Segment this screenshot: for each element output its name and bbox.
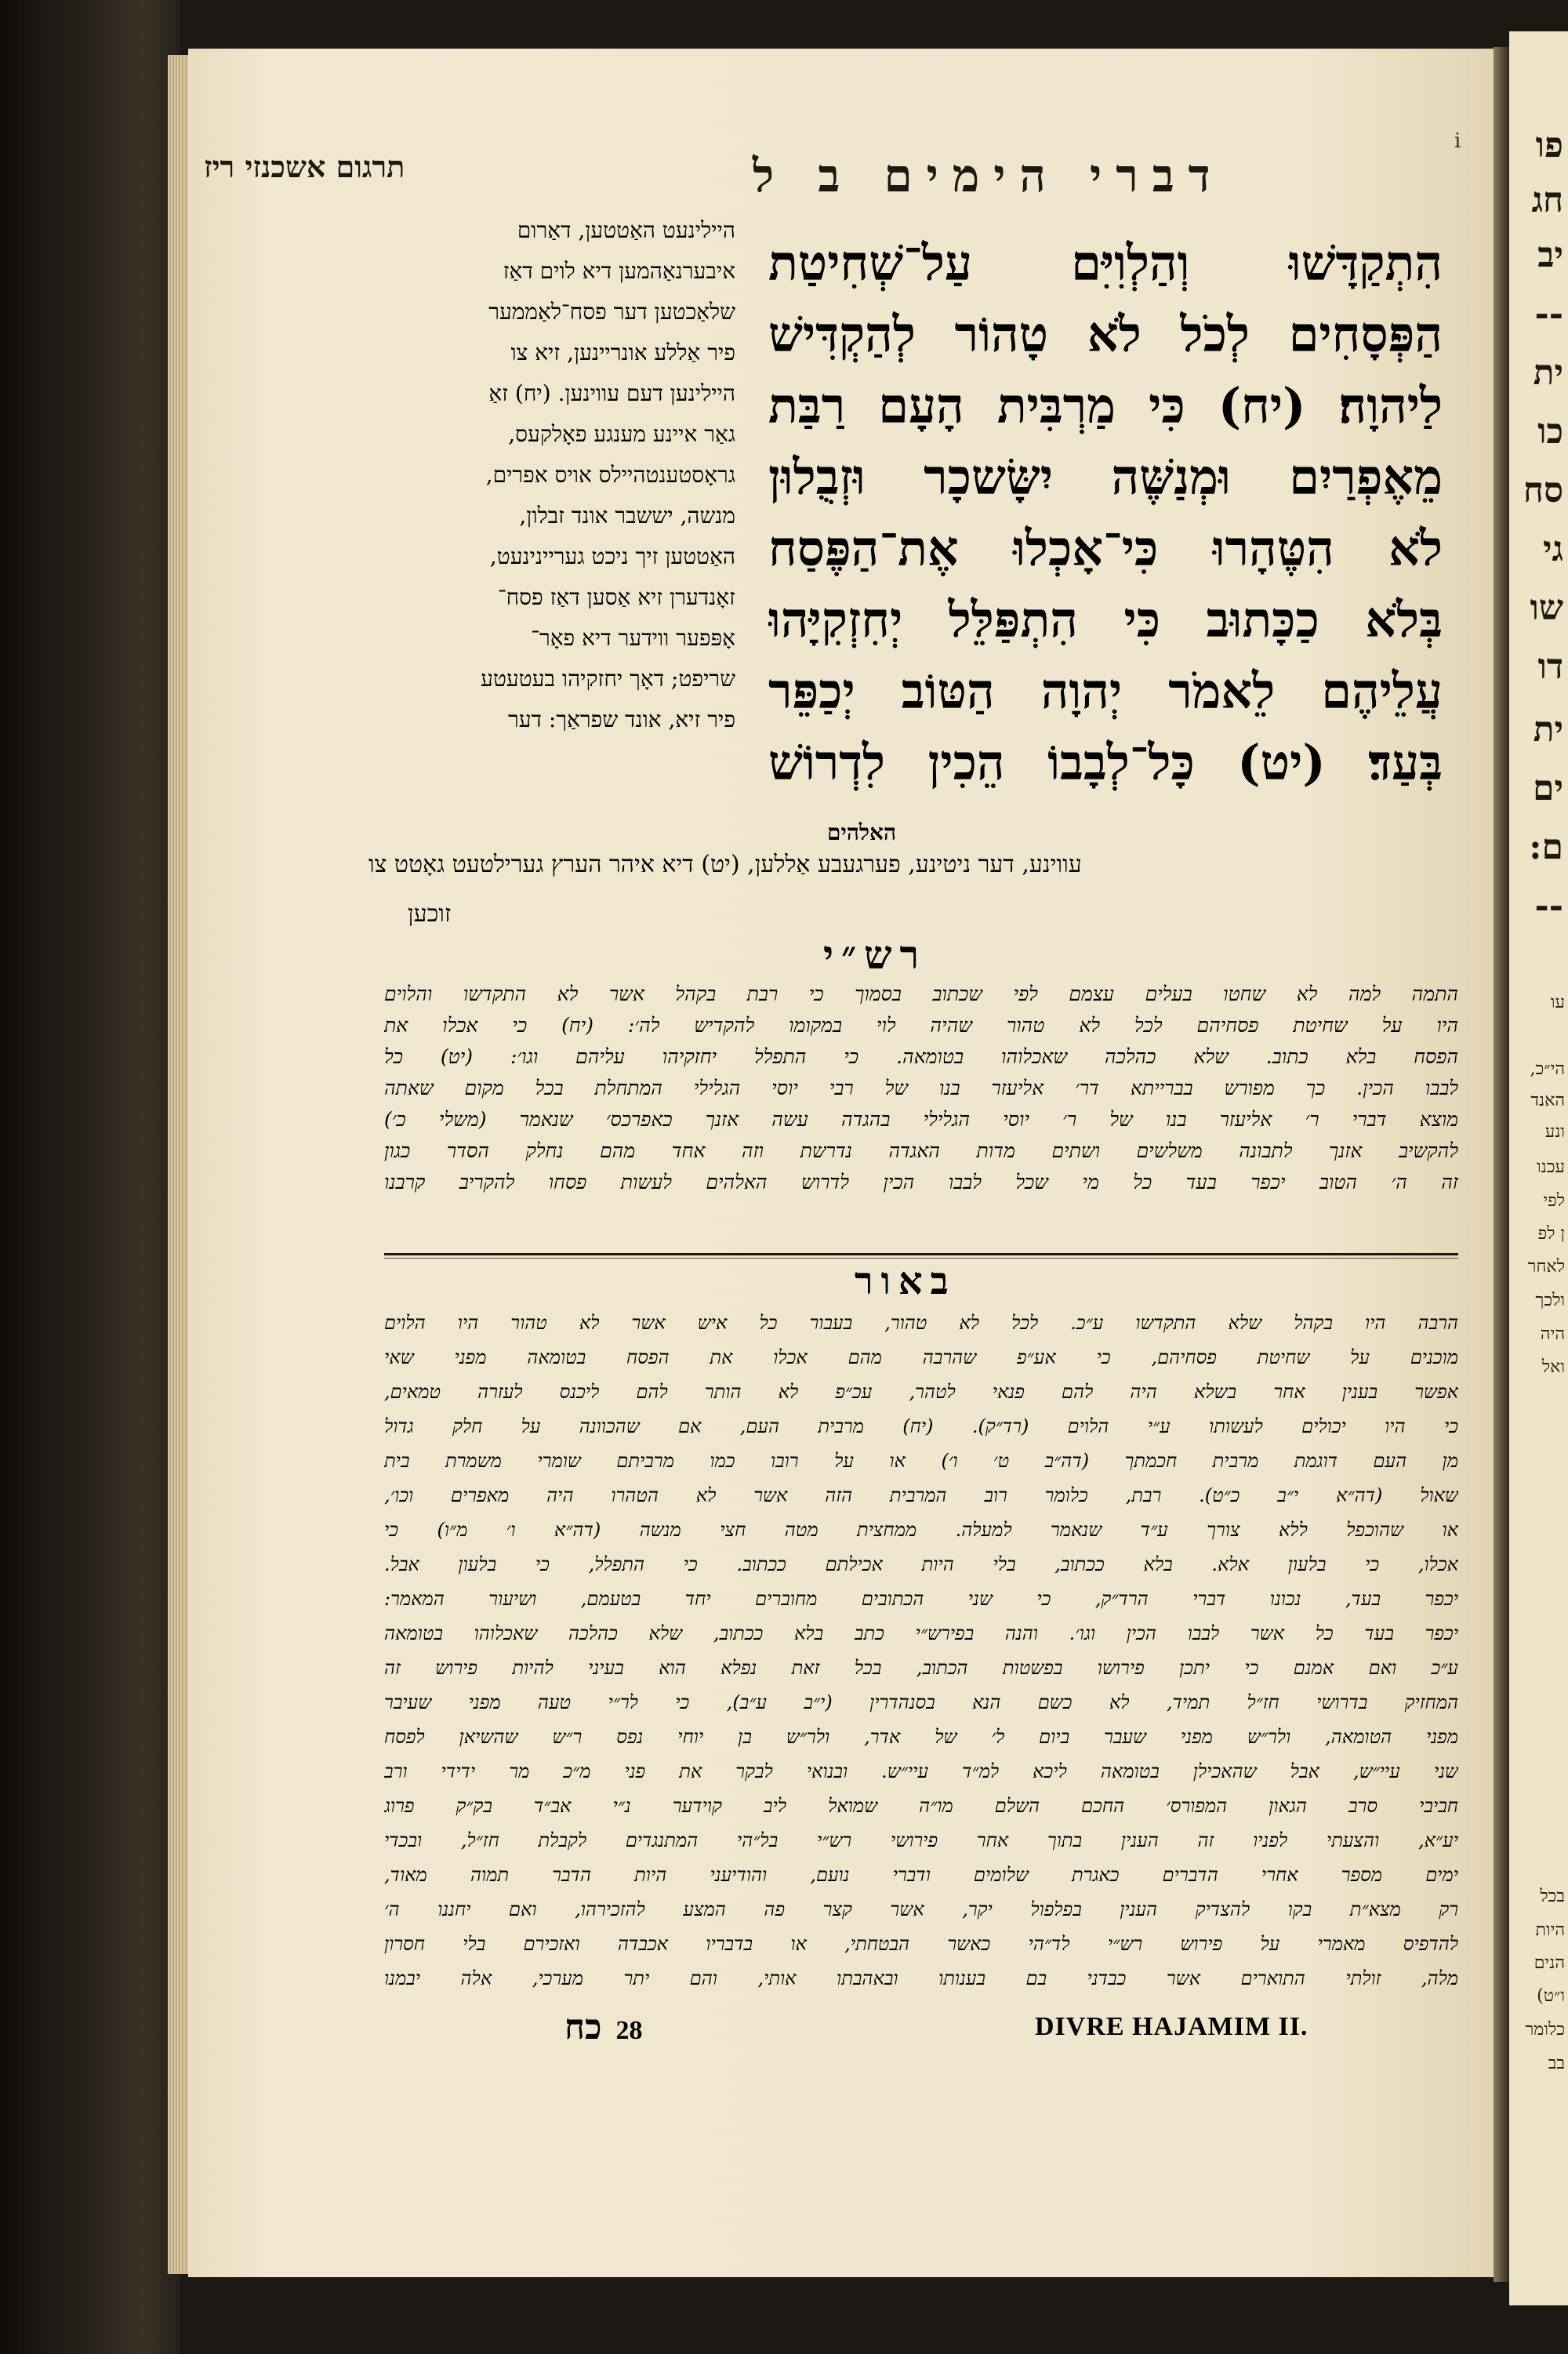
translation-line: פיר זיא, אונד שפראַך: דער — [507, 707, 735, 732]
book-running-head: דברי הימים ב ל — [753, 149, 1225, 202]
rashi-commentary — [384, 979, 1458, 1198]
biur-commentary — [384, 1306, 1458, 1996]
translation-line: היילינעט האַטטען, דאַרום — [517, 217, 735, 243]
biur-line: להדפיס מאמרי על פירוש רש״י לד״הי כאשר הבטחתי, או בדבריו אכבדה ואזכירם בלי חסרון — [384, 1933, 1458, 1955]
verse-line: עֲלֵיהֶם לֵאמֹר יְהוָה הַטּוֹב יְכַפֵּר — [768, 663, 1443, 720]
translation-line: איבערנאַהמען דיא לוים דאַז — [503, 258, 735, 284]
biur-line: אכלו, כי בלעון אלא. בלא ככתוב, בלי היות אכילתם ככתוב. כי התפלל, כי בלעון אבל. — [384, 1553, 1458, 1575]
biur-line: או שהוכפל ללא צורך ע״ד שנאמר למעלה. ממחצית מטה חצי מנשה (דה״א ו׳ מ״ו) כי — [384, 1519, 1458, 1541]
verse-line: לֹא הִטֶּהָרוּ כִּי־אָכְלוּ אֶת־הַפֶּסַח — [768, 520, 1443, 577]
facing-text-line: לאחר — [1527, 1257, 1565, 1277]
translation-line: שריפט; דאָך יחזקיהו בעטעטע — [481, 666, 735, 692]
biur-line: אפשר בענין אחר בשלא היה להם פנאי לטהר, עכ״פ לא הותר להם ליכנס לעזרה טמאים, — [384, 1381, 1458, 1403]
facing-glyph: ית — [1533, 353, 1563, 393]
facing-text-line: היות — [1535, 1920, 1565, 1940]
book-gutter — [1494, 47, 1511, 2282]
verse-line: בְּלֹא כַכָּתוּב כִּי הִתְפַּלֵּל יְחִזְקִיָּהוּ — [768, 591, 1443, 648]
verse-line: מֵאֶפְרַיִם וּמְנַשֶּׁה יִשָּׂשכָר וּזְבֻלוּן — [768, 449, 1443, 506]
page-edge — [168, 55, 190, 2274]
german-translation-column — [202, 210, 735, 740]
facing-glyph: חג — [1531, 180, 1563, 220]
biur-line: שני עיי״ש, אבל שהאכילן בטומאה ליכא למ״ד עיי״ש. ובנואי לבקר את פני מ״כ מר ידידי ורב — [384, 1760, 1458, 1782]
facing-glyph: יב — [1537, 235, 1563, 275]
translation-line: זאָנדערן זיא אַסען דאַז פסח־ — [497, 584, 735, 610]
facing-text-line: עו — [1550, 993, 1565, 1012]
rashi-line: מוצא דברי ר׳ אליעזר בנו של ר׳ יוסי הגלילי בהגדה עשה אזנך כאפרכס׳ שנאמר (משלי כ׳) — [384, 1108, 1458, 1131]
verse-line: הִתְקַדָּשׁוּ וְהַלְוִיִּם עַל־שְׁחִיטַת — [768, 234, 1443, 292]
facing-glyph: כו — [1537, 412, 1563, 452]
rashi-line: התמה למה לא שחטו בעלים עצמם לפי שכתוב בסמוך כי רבת בקהל אשר לא התקדשו והלוים — [384, 983, 1458, 1005]
facing-text-line: הי״כ, — [1530, 1059, 1565, 1079]
facing-glyph: ים — [1533, 768, 1563, 808]
translation-line: היילינען דעם עווינען. (יח) זאַ — [488, 380, 735, 406]
verse-line: הַפְּסָחִים לְכֹל לֹא טָהוֹר לְהַקְדִּישׁ — [768, 306, 1443, 363]
facing-glyph: -- — [1534, 886, 1563, 926]
verse-line: לַיהוָה׃ (יח) כִּי מַרְבִּית הָעָם רַבַּת — [768, 377, 1443, 434]
facing-text-line: בכל — [1540, 1887, 1565, 1906]
translation-continuation: עווינע, דער ניטינע, פערגעבע אַללען, (יט) דיא איהר הערץ גערילטעט גאָטט צו — [368, 851, 1082, 878]
facing-glyph: שו — [1530, 588, 1563, 628]
biur-line: יע״א, והצעתי לפניו זה הענין בתוך אחר פירושי רש״י בל״הי המתנגדים לקבלת חז״ל, ובכדי — [384, 1829, 1458, 1851]
biur-line: שאול (דה״א י״ב כ״ט). רבת, כלומר רוב המרבית הזה אשר לא הטהרו היה מאפרים וכו׳, — [384, 1484, 1458, 1506]
facing-text-line: עכנו — [1537, 1157, 1565, 1177]
biur-line: ימים מספר אחרי הדברים כאגרת שלומים ודברי נועם, והודיעני היות הדבר תמוה מאוד, — [384, 1864, 1458, 1886]
facing-text-line: בב — [1548, 2054, 1565, 2073]
page-number-footer — [564, 2007, 643, 2047]
hebrew-page-number: כח — [564, 2007, 602, 2047]
facing-text-line: הנים — [1534, 1953, 1565, 1973]
biur-heading: באור — [855, 1259, 956, 1303]
biur-line: יכפר בעד, נכונו דברי הרד״ק, כי שני הכתובים מחוברים יחד בטעמם, ושיעור המאמר: — [384, 1588, 1458, 1610]
facing-glyph: גי — [1542, 529, 1563, 569]
biur-line: ע״כ ואם אמנם כי יתכן פירושו בפשטות הכתוב, בכל זאת נפלא הוא בעיני להיות פירוש זה — [384, 1657, 1458, 1679]
translation-line: מנשה, יששבר אונד זבלון, — [519, 503, 735, 529]
rashi-line: לבבו הכין. כך מפורש בברייתא דר׳ אליעזר בנו של רבי יוסי הגלילי המתחלת בכל מקום שאתה — [384, 1077, 1458, 1099]
facing-text-line: ן לפ — [1537, 1224, 1565, 1244]
facing-glyph: -- — [1534, 294, 1563, 334]
biur-line: כי היו יכולים לעשותו ע״י הלוים (רד״ק). (יח) מרבית העם, אם שהכוונה על חלק גדול — [384, 1415, 1458, 1437]
rashi-line: זה ה׳ הטוב יכפר בעד כל מי שכל לבבו הכין לדרוש האלהים לעשות פסחו להקריב קרבנו — [384, 1171, 1458, 1193]
section-divider — [384, 1253, 1458, 1255]
biur-line: רק מצא״ת בקו להצדיק הענין בפלפול יקר, אשר קצר פה המצע להזכירהו, ואם יחננו ה׳ — [384, 1898, 1458, 1920]
facing-glyph: דו — [1537, 647, 1563, 687]
facing-text-line: ונע — [1544, 1122, 1565, 1142]
facing-text-line: האנד — [1530, 1091, 1565, 1110]
biur-line: יכפר בעד כל אשר לבבו הכין וגו׳. והנה בפירש״י כתב בלא ככתוב, שלא כהלכה שאכלוהו בטומאה — [384, 1622, 1458, 1644]
translation-line: גאַר איינע מענגע פאָלקעס, — [508, 421, 735, 447]
facing-text-line: כלומר — [1525, 2020, 1565, 2040]
rashi-line: הפסח בלא כתוב. שלא כהלכה שאכלוהו בטומאה. כי התפלל יחזקיהו עליהם וגו׳: (יט) כל — [384, 1045, 1458, 1068]
facing-text-line: ו״ט) — [1537, 1986, 1565, 2006]
facing-text-line: ואל — [1541, 1357, 1565, 1377]
facing-text-line: לפי — [1543, 1191, 1565, 1211]
translation-line: האַטטען זיך ניכט געריינינעט, — [489, 543, 735, 569]
translation-running-head: תרגום אשכנזי ריז — [204, 149, 405, 184]
translation-line: אָפּפער ווידער דיא פאָר־ — [531, 625, 735, 651]
biur-line: מלה, זולתי התוארים אשר כבדני בם בענותו ובאהבתו אותי, והם יתר מערכי, אלה יבמנו — [384, 1967, 1458, 1989]
facing-text-line: ולכך — [1535, 1291, 1565, 1310]
rashi-heading: רש״י — [823, 932, 927, 978]
biur-line: חביבי סרב הגאון המפורס׳ החכם השלם מו״ה שמואל ליב קוידער נ״י אב״ד בק״ק פרוג — [384, 1795, 1458, 1817]
catchword: האלהים — [827, 819, 897, 845]
hebrew-verse-block — [768, 227, 1443, 798]
facing-glyph: ם: — [1529, 827, 1563, 867]
facing-glyph: ית — [1533, 710, 1563, 750]
section-divider-thin — [384, 1258, 1458, 1259]
book-title-footer: DIVRE HAJAMIM II. — [1035, 2012, 1308, 2041]
rashi-line: להקשיב אזנך לתבונה משלשים ושתים מדות האגדה נדרשת וזה אחד מהם נחלק הסדר כגון — [384, 1139, 1458, 1162]
biur-line: המחזיק בדרושי חז״ל תמיד, לא כשם הנא בסנהדרין (י״ב ע״ב), כי לר״י טעה מפני שעיבר — [384, 1691, 1458, 1713]
verse-line: בְּעַד׃ (יט) כָּל־לְבָבוֹ הֵכִין לִדְרוֹשׁ — [768, 734, 1443, 791]
arabic-page-number: 28 — [615, 2016, 643, 2045]
biur-line: הרבה היו בקהל שלא התקדשו ע״כ. לכל לא טהור, בעבור כל איש אשר לא טהור היו הלוים — [384, 1312, 1458, 1334]
translation-line: גראָסטענטהיילס אויס אפרים, — [485, 462, 735, 488]
biur-line: מן העם דוגמת מרבית חכמתך (דה״ב ט׳ ו׳) או על רובו כמו מרביתם שומרי משמרת בית — [384, 1450, 1458, 1472]
rashi-line: היו על שחיטת פסחיהם לכל לא טהור שהיה לוי במקומו להקדיש לה׳: (יח) כי אכלו את — [384, 1014, 1458, 1037]
facing-glyph: פו — [1535, 125, 1563, 165]
biur-line: מוכנים על שחיטת פסחיהם, כי אע״פ שהרבה מהם אכלו את הפסח בטומאה מפני שאי — [384, 1346, 1458, 1368]
book-binding — [0, 0, 180, 2354]
biur-line: מפני הטומאה, ולר״ש מפני שעבר ביום ל׳ של אדר, ולר״ש בן יוחי נפס ר״ש שהשיאן לפסח — [384, 1726, 1458, 1748]
translation-continuation-end: זוכען — [408, 900, 452, 928]
facing-page-fragment — [1509, 31, 1568, 2305]
translation-line: שלאַכטען דער פסח־לאַממער — [488, 299, 735, 325]
facing-text-line: היה — [1540, 1324, 1565, 1344]
corner-mark: i — [1454, 129, 1461, 153]
translation-line: פיר אַללע אונריינען, זיא צו — [510, 340, 735, 365]
facing-glyph: סח — [1523, 470, 1563, 510]
